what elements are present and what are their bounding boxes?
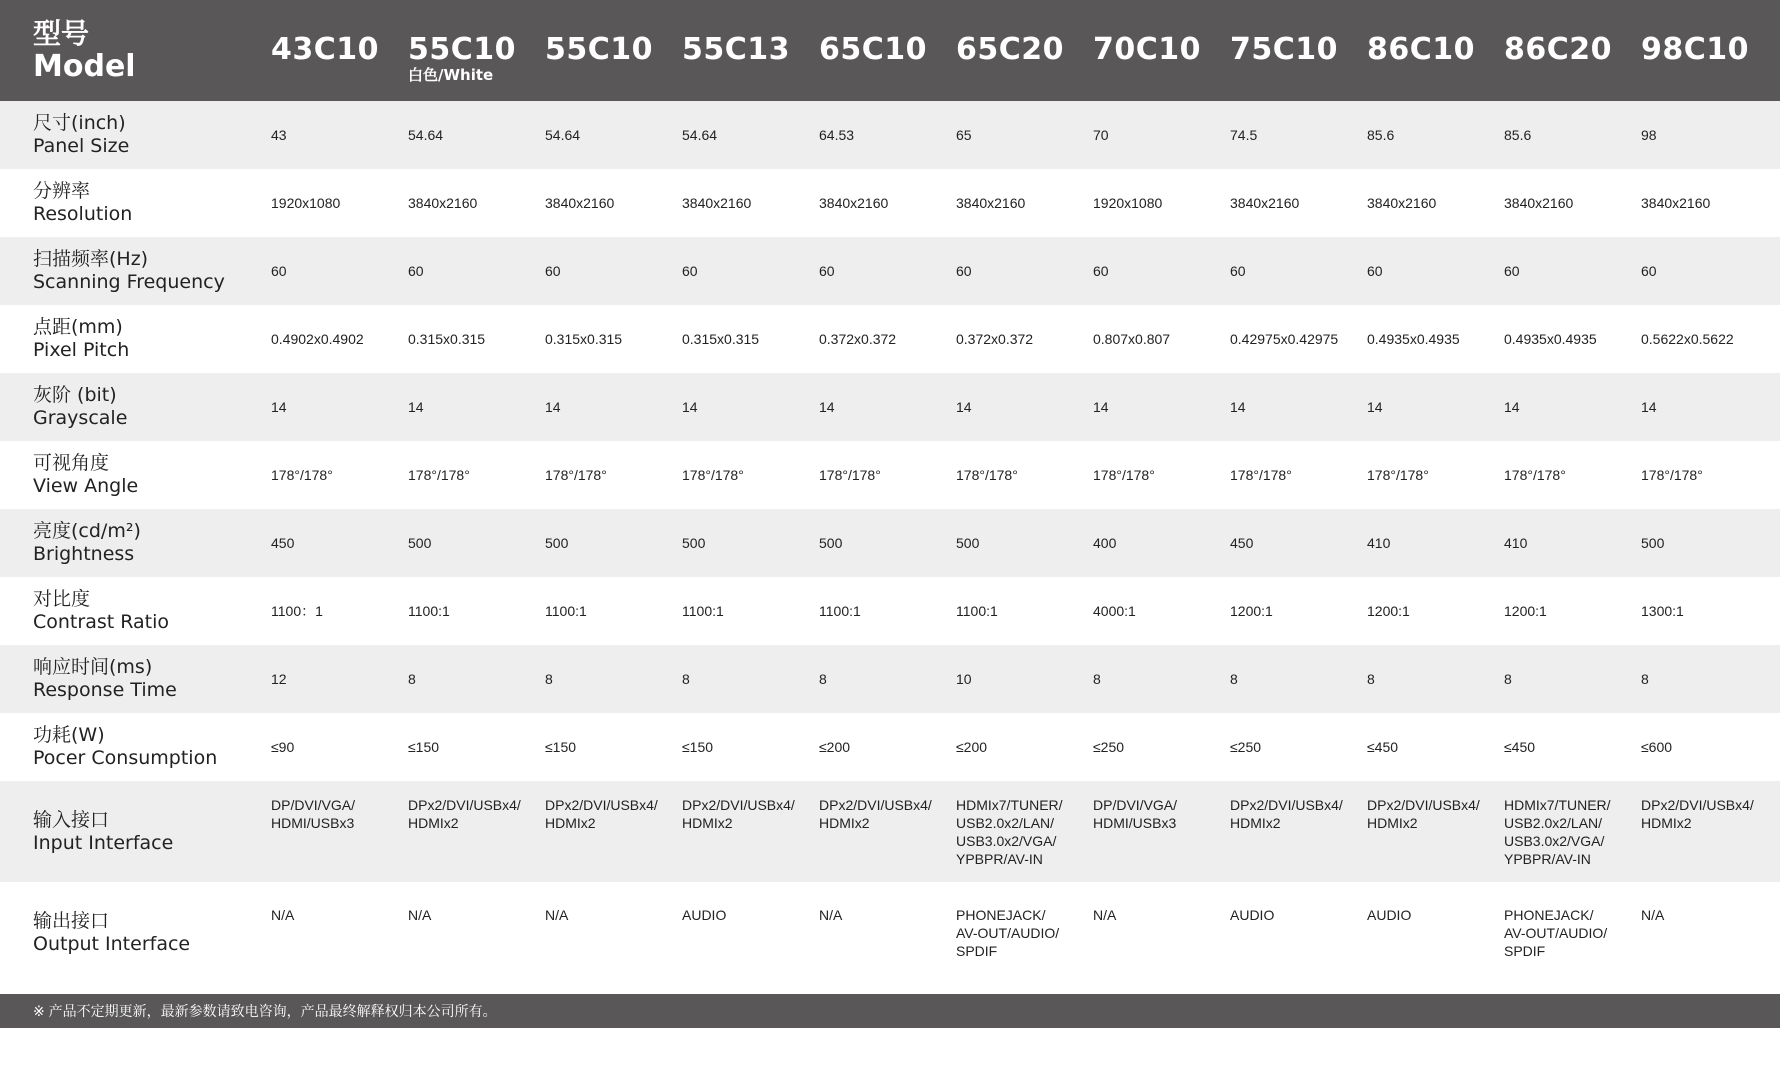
spec-cell: 14	[956, 399, 972, 415]
spec-row	[0, 305, 1780, 373]
spec-row	[0, 882, 1780, 983]
spec-cell: 178°/178°	[956, 467, 1018, 483]
spec-row	[0, 577, 1780, 645]
spec-cell: DPx2/DVI/USBx4/ HDMIx2	[1641, 796, 1754, 831]
row-label-en: Resolution	[33, 203, 133, 225]
spec-cell: 500	[682, 535, 706, 551]
spec-cell: ≤200	[819, 739, 851, 755]
spec-cell: 1200:1	[1230, 603, 1273, 619]
spec-cell: 500	[956, 535, 980, 551]
spec-cell: 0.42975x0.42975	[1230, 331, 1339, 347]
spec-cell: DPx2/DVI/USBx4/ HDMIx2	[682, 796, 795, 831]
spec-cell: 1100：1	[271, 603, 323, 619]
row-label-en: Output Interface	[33, 932, 191, 955]
spec-cell: 14	[819, 399, 835, 415]
spec-cell: AUDIO	[682, 906, 727, 923]
spec-cell: AUDIO	[1367, 906, 1412, 923]
spec-cell: 410	[1367, 535, 1391, 551]
spec-cell: 3840x2160	[1641, 195, 1711, 211]
spec-cell: 1100:1	[545, 603, 587, 619]
row-cells	[264, 466, 1780, 484]
header-row	[0, 0, 1780, 101]
spec-cell: 0.4902x0.4902	[271, 331, 364, 347]
spec-cell: 98	[1641, 127, 1657, 143]
row-label-zh: 响应时间(ms)	[33, 656, 153, 678]
spec-row	[0, 237, 1780, 305]
spec-cell: 1300:1	[1641, 603, 1684, 619]
spec-cell: 8	[1367, 671, 1375, 687]
spec-cell: 178°/178°	[408, 467, 470, 483]
spec-cell: 74.5	[1230, 127, 1258, 143]
spec-cell: 14	[1093, 399, 1109, 415]
spec-row	[0, 169, 1780, 237]
spec-cell: 8	[408, 671, 416, 687]
row-label	[0, 588, 264, 634]
row-label-zh: 扫描频率(Hz)	[33, 248, 149, 270]
spec-cell: 1920x1080	[1093, 195, 1163, 211]
spec-cell: ≤250	[1230, 739, 1262, 755]
row-label	[0, 520, 264, 566]
row-label-zh: 功耗(W)	[33, 724, 105, 746]
row-cells	[264, 126, 1780, 144]
spec-cell: 1100:1	[408, 603, 450, 619]
row-label	[0, 724, 264, 770]
row-label	[0, 112, 264, 158]
spec-cell: 3840x2160	[545, 195, 615, 211]
spec-cell: 3840x2160	[956, 195, 1026, 211]
row-label-en: Brightness	[33, 543, 135, 565]
spec-cell: 1100:1	[956, 603, 998, 619]
spec-cell: 1200:1	[1367, 603, 1410, 619]
row-label-zh: 灰阶 (bit)	[33, 384, 117, 406]
spec-cell: 0.372x0.372	[819, 331, 897, 347]
spec-cell: 14	[682, 399, 698, 415]
spec-cell: 410	[1504, 535, 1528, 551]
row-label-en: Panel Size	[33, 135, 130, 157]
spec-cell: 3840x2160	[1230, 195, 1300, 211]
spec-cell: 178°/178°	[545, 467, 607, 483]
spec-cell: 3840x2160	[1504, 195, 1574, 211]
spec-cell: ≤450	[1504, 739, 1536, 755]
spec-row	[0, 645, 1780, 713]
spec-cell: ≤450	[1367, 739, 1399, 755]
row-label-en: Response Time	[33, 679, 177, 701]
spec-cell: 0.315x0.315	[545, 331, 623, 347]
row-label-zh: 输入接口	[33, 808, 110, 831]
row-label-en: View Angle	[33, 475, 139, 497]
spec-cell: 8	[1093, 671, 1101, 687]
spec-cell: ≤250	[1093, 739, 1125, 755]
row-label-zh: 尺寸(inch)	[33, 112, 126, 134]
spec-row	[0, 713, 1780, 781]
spec-cell: 8	[545, 671, 553, 687]
spec-cell: 0.372x0.372	[956, 331, 1034, 347]
spec-cell: DPx2/DVI/USBx4/ HDMIx2	[1230, 796, 1343, 831]
spec-cell: 178°/178°	[271, 467, 333, 483]
model-column-header	[812, 0, 949, 101]
row-cells	[264, 534, 1780, 552]
model-column-header	[1497, 0, 1634, 101]
row-label-zh: 点距(mm)	[33, 316, 123, 338]
row-cells	[264, 602, 1780, 620]
spec-cell: ≤150	[545, 739, 577, 755]
spec-cell: 54.64	[545, 127, 581, 143]
spec-cell: 500	[545, 535, 569, 551]
model-name: 86C10	[1367, 32, 1476, 67]
spec-cell: 450	[1230, 535, 1254, 551]
model-name: 65C10	[819, 32, 928, 67]
model-name: 55C10	[408, 32, 517, 67]
model-column-header	[264, 0, 401, 101]
spec-cell: 1100:1	[682, 603, 724, 619]
spec-cell: AUDIO	[1230, 906, 1275, 923]
model-variant: 白色/White	[408, 66, 494, 84]
spec-cell: 500	[819, 535, 843, 551]
spec-cell: 65	[956, 127, 972, 143]
row-label-zh: 分辨率	[33, 180, 91, 202]
spec-cell: 85.6	[1367, 127, 1395, 143]
spec-cell: 0.4935x0.4935	[1367, 331, 1460, 347]
spec-cell: 400	[1093, 535, 1117, 551]
model-column-header	[675, 0, 812, 101]
spec-cell: DPx2/DVI/USBx4/ HDMIx2	[819, 796, 932, 831]
spec-cell: ≤600	[1641, 739, 1673, 755]
spec-cell: 60	[408, 263, 424, 279]
row-cells	[264, 194, 1780, 212]
model-column-header	[1360, 0, 1497, 101]
spec-cell: 14	[408, 399, 424, 415]
spec-cell: DP/DVI/VGA/ HDMI/USBx3	[271, 796, 356, 831]
model-label-zh: 型号	[33, 16, 90, 50]
spec-row	[0, 509, 1780, 577]
model-column-header	[1086, 0, 1223, 101]
spec-cell: PHONEJACK/ AV-OUT/AUDIO/ SPDIF	[956, 906, 1060, 959]
row-label	[0, 452, 264, 498]
spec-rows	[0, 101, 1780, 983]
spec-cell: 450	[271, 535, 295, 551]
spec-cell: 8	[1230, 671, 1238, 687]
model-name: 86C20	[1504, 32, 1613, 67]
model-name: 43C10	[271, 32, 380, 67]
model-column-header	[949, 0, 1086, 101]
spec-cell: 70	[1093, 127, 1109, 143]
spec-cell: 60	[271, 263, 287, 279]
row-cells	[264, 670, 1780, 688]
row-label-zh: 可视角度	[33, 452, 110, 474]
row-label	[0, 248, 264, 294]
row-label-zh: 输出接口	[33, 909, 110, 932]
spec-cell: N/A	[1641, 906, 1665, 923]
spec-cell: 0.315x0.315	[682, 331, 760, 347]
spec-cell: ≤150	[682, 739, 714, 755]
spec-cell: DPx2/DVI/USBx4/ HDMIx2	[1367, 796, 1480, 831]
row-cells	[264, 796, 1780, 868]
row-cells	[264, 330, 1780, 348]
spec-cell: 1920x1080	[271, 195, 341, 211]
spec-cell: 14	[271, 399, 287, 415]
spec-cell: N/A	[408, 906, 432, 923]
model-name: 98C10	[1641, 32, 1750, 67]
row-label	[0, 384, 264, 430]
spec-row	[0, 373, 1780, 441]
model-name: 70C10	[1093, 32, 1202, 67]
row-label	[0, 809, 264, 855]
row-label-en: Pocer Consumption	[33, 747, 218, 769]
model-column-header	[1223, 0, 1360, 101]
model-name: 55C13	[682, 32, 791, 67]
spec-cell: 0.5622x0.5622	[1641, 331, 1734, 347]
spec-cell: 60	[1367, 263, 1383, 279]
spec-cell: 60	[819, 263, 835, 279]
spec-cell: 178°/178°	[819, 467, 881, 483]
spec-cell: 178°/178°	[1641, 467, 1703, 483]
model-label-en: Model	[33, 48, 136, 84]
row-label-en: Pixel Pitch	[33, 339, 130, 361]
spec-cell: 178°/178°	[682, 467, 744, 483]
spec-cell: ≤150	[408, 739, 440, 755]
row-label	[0, 656, 264, 702]
spec-cell: DP/DVI/VGA/ HDMI/USBx3	[1093, 796, 1178, 831]
model-header-label	[0, 18, 264, 84]
spec-cell: N/A	[271, 906, 295, 923]
spec-cell: 12	[271, 671, 287, 687]
spec-row	[0, 781, 1780, 882]
spec-cell: 60	[545, 263, 561, 279]
spec-cell: 60	[1641, 263, 1657, 279]
spec-cell: 3840x2160	[408, 195, 478, 211]
spec-cell: N/A	[1093, 906, 1117, 923]
row-cells	[264, 262, 1780, 280]
spec-cell: 8	[682, 671, 690, 687]
model-name: 65C20	[956, 32, 1065, 67]
spec-cell: 178°/178°	[1093, 467, 1155, 483]
spec-cell: 500	[1641, 535, 1665, 551]
spec-cell: 60	[1504, 263, 1520, 279]
spec-cell: HDMIx7/TUNER/ USB2.0x2/LAN/ USB3.0x2/VGA/ YPBPR/AV-IN	[1504, 796, 1611, 867]
spec-cell: N/A	[819, 906, 843, 923]
row-cells	[264, 738, 1780, 756]
spec-cell: 1100:1	[819, 603, 861, 619]
spec-cell: DPx2/DVI/USBx4/ HDMIx2	[408, 796, 521, 831]
spec-cell: 14	[1641, 399, 1657, 415]
row-cells	[264, 398, 1780, 416]
spec-cell: 14	[1504, 399, 1520, 415]
model-column-header	[538, 0, 675, 101]
spec-cell: 0.4935x0.4935	[1504, 331, 1597, 347]
spec-cell: ≤200	[956, 739, 988, 755]
row-label-en: Grayscale	[33, 407, 128, 429]
model-name: 55C10	[545, 32, 654, 67]
model-column-header	[401, 0, 538, 101]
footer-bar	[0, 994, 1780, 1028]
row-label-en: Input Interface	[33, 831, 174, 854]
row-label-en: Contrast Ratio	[33, 611, 170, 633]
spec-cell: DPx2/DVI/USBx4/ HDMIx2	[545, 796, 658, 831]
spec-cell: 1200:1	[1504, 603, 1547, 619]
spec-cell: 54.64	[408, 127, 444, 143]
row-label	[0, 180, 264, 226]
spec-cell: HDMIx7/TUNER/ USB2.0x2/LAN/ USB3.0x2/VGA/ YPBPR/AV-IN	[956, 796, 1063, 867]
spec-cell: 0.315x0.315	[408, 331, 486, 347]
spec-cell: 3840x2160	[819, 195, 889, 211]
spec-cell: N/A	[545, 906, 569, 923]
spec-cell: 60	[1093, 263, 1109, 279]
spec-cell: 85.6	[1504, 127, 1532, 143]
spec-cell: 0.807x0.807	[1093, 331, 1171, 347]
row-label-zh: 亮度(cd/m²)	[33, 520, 141, 542]
spec-cell: 3840x2160	[682, 195, 752, 211]
spec-cell: 54.64	[682, 127, 718, 143]
footer-note: ※ 产品不定期更新，最新参数请致电咨询，产品最终解释权归本公司所有。	[33, 1003, 497, 1019]
row-label	[0, 316, 264, 362]
spec-cell: ≤90	[271, 739, 295, 755]
spec-cell: 500	[408, 535, 432, 551]
spec-cell: 4000:1	[1093, 603, 1136, 619]
spec-cell: 8	[819, 671, 827, 687]
spec-cell: 178°/178°	[1504, 467, 1566, 483]
spec-cell: PHONEJACK/ AV-OUT/AUDIO/ SPDIF	[1504, 906, 1608, 959]
model-column-header	[1634, 0, 1771, 101]
row-label	[0, 910, 264, 956]
spec-cell: 3840x2160	[1367, 195, 1437, 211]
row-label-en: Scanning Frequency	[33, 271, 225, 293]
spec-cell: 14	[1367, 399, 1383, 415]
spec-cell: 60	[1230, 263, 1246, 279]
spec-cell: 43	[271, 127, 287, 143]
spec-cell: 10	[956, 671, 972, 687]
model-columns	[264, 0, 1780, 101]
spec-row	[0, 101, 1780, 169]
row-label-zh: 对比度	[33, 588, 91, 610]
spec-cell: 64.53	[819, 127, 855, 143]
spec-cell: 60	[956, 263, 972, 279]
spec-cell: 14	[545, 399, 561, 415]
spec-cell: 14	[1230, 399, 1246, 415]
model-name: 75C10	[1230, 32, 1339, 67]
spec-cell: 178°/178°	[1230, 467, 1292, 483]
spec-cell: 8	[1641, 671, 1649, 687]
spec-cell: 8	[1504, 671, 1512, 687]
spec-row	[0, 441, 1780, 509]
spec-cell: 60	[682, 263, 698, 279]
spec-cell: 178°/178°	[1367, 467, 1429, 483]
row-cells	[264, 906, 1780, 960]
